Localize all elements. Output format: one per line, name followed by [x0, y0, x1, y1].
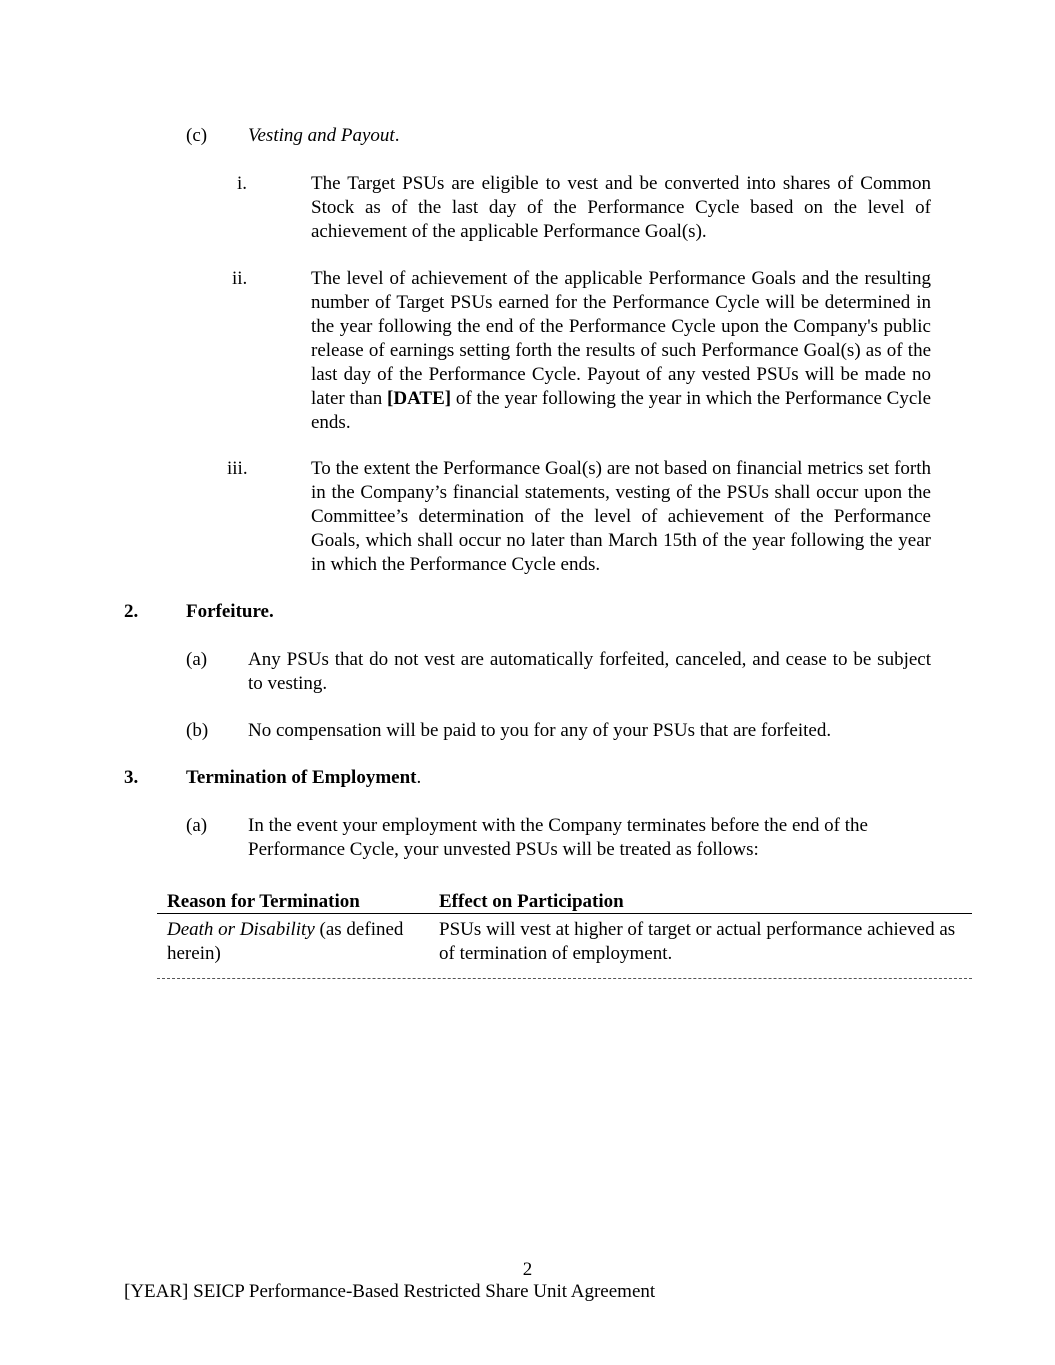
section-1c-title-text: Vesting and Payout: [248, 125, 395, 146]
table-cell-reason-rest: (as defined herein): [167, 919, 404, 964]
item-ii-text: [311, 267, 931, 435]
item-i-text: The Target PSUs are eligible to vest and be converted into shares of Common Stock as of the last day of the Performance Cycle based on the level of achievement of the applicable Performance Goal(s).: [311, 173, 931, 242]
section-3a-text: In the event your employment with the Company terminates before the end of the Performance Cycle, your unvested PSUs will be treated as follows:: [248, 815, 868, 860]
section-2a-label: (a): [186, 649, 208, 670]
section-3-heading-period: .: [416, 767, 422, 788]
section-3-heading: [186, 766, 421, 790]
section-1c-title: [248, 124, 399, 148]
date-placeholder: [DATE]: [387, 388, 452, 409]
section-2b-label: (b): [186, 720, 209, 741]
item-iii-text: To the extent the Performance Goal(s) are not based on financial metrics set forth in the Company’s financial statements, vesting of the PSUs shall occur upon the Committee’s determination of the level of achievement of the Performance Goals, which shall occur no later than March 15th of the year following the year in which the Performance Cycle ends.: [311, 458, 931, 575]
section-1c-label: (c): [186, 125, 208, 146]
table-cell-reason-italic: Death or Disability: [167, 919, 315, 940]
section-3a-label: (a): [186, 815, 208, 836]
section-1c-title-period: .: [394, 125, 400, 146]
item-i-numeral: i.: [237, 173, 248, 194]
table-header-effect: Effect on Participation: [439, 891, 624, 912]
item-iii-numeral: iii.: [227, 458, 248, 479]
page-number: 2: [522, 1259, 533, 1280]
table-cell-effect: PSUs will vest at higher of target or actual performance achieved as of termination of employment.: [439, 919, 956, 964]
section-2-heading: Forfeiture.: [186, 601, 274, 622]
section-3-number: 3.: [124, 767, 139, 788]
item-ii-text-before: The level of achievement of the applicable Performance Goals and the resulting number of Target PSUs earned for the Performance Cycle will be determined in the year following the end of the Performance Cycle upon the Company's public release of earnings setting forth the results of such Performance Goal(s) as of the last day of the Performance Cycle. Payout of any vested PSUs will be made no later than: [311, 268, 931, 409]
table-cell-reason: [167, 918, 429, 966]
footer-title: [YEAR] SEICP Performance-Based Restricted Share Unit Agreement: [124, 1281, 656, 1302]
table-header-reason: Reason for Termination: [167, 891, 360, 912]
section-2b-text: No compensation will be paid to you for any of your PSUs that are forfeited.: [248, 720, 832, 741]
table-header-rule: [157, 913, 972, 914]
item-ii-numeral: ii.: [232, 268, 248, 289]
item-ii-text-after: of the year following the year in which the Performance Cycle ends.: [311, 388, 931, 433]
section-2-number: 2.: [124, 601, 139, 622]
section-3-heading-text: Termination of Employment: [186, 767, 417, 788]
section-2a-text: Any PSUs that do not vest are automatically forfeited, canceled, and cease to be subject to vesting.: [248, 649, 931, 694]
table-bottom-rule: [157, 978, 972, 979]
